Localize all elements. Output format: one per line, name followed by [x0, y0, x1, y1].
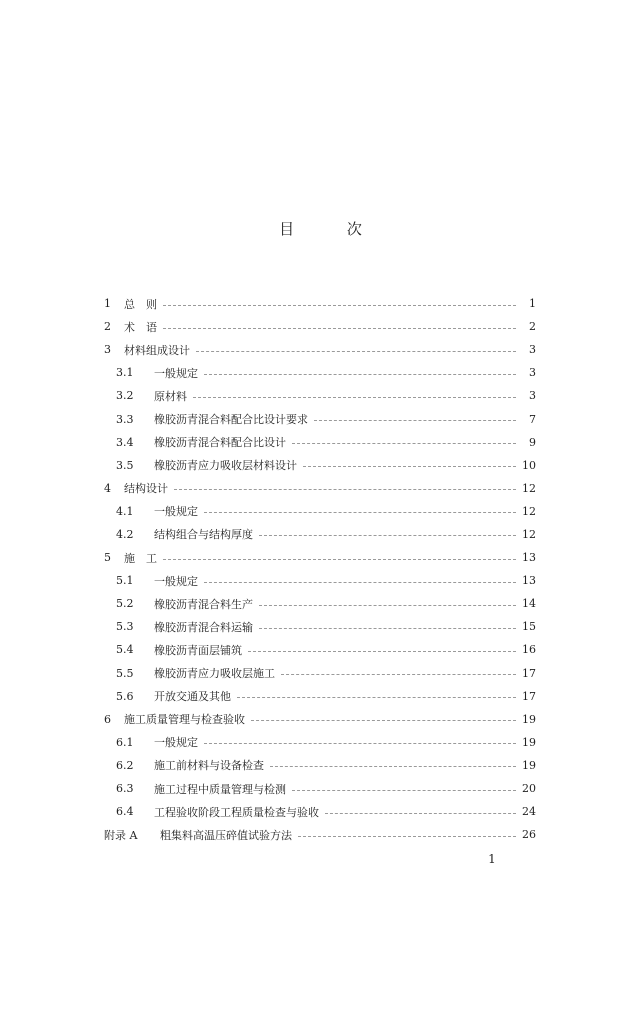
toc-leader-dots: [259, 534, 516, 536]
toc-leader-dots: [204, 581, 516, 583]
toc-entry-label: 结构设计: [124, 482, 168, 496]
toc-entry-page: 26: [522, 828, 536, 842]
toc-entry: [104, 407, 536, 430]
toc-entry: [104, 384, 536, 407]
toc-entry: [104, 800, 536, 823]
toc-leader-dots: [259, 604, 516, 606]
toc-entry-label: 一般规定: [154, 505, 198, 519]
toc-entry-number: 5.4: [116, 643, 134, 657]
toc-entry-number: 5.6: [116, 689, 134, 703]
toc-entry-number: 2: [104, 320, 111, 334]
toc-leader-dots: [204, 742, 516, 744]
toc-entry-number: 1: [104, 297, 111, 311]
toc-entry: [104, 823, 536, 846]
toc-leader-dots: [298, 835, 516, 837]
toc-entry-label: 术 语: [124, 320, 157, 334]
toc-leader-dots: [314, 419, 516, 421]
toc-entry: [104, 500, 536, 523]
toc-entry: [104, 315, 536, 338]
toc-entry: [104, 615, 536, 638]
toc-entry-number: 3.3: [116, 412, 134, 426]
toc-entry-label: 结构组合与结构厚度: [154, 528, 253, 542]
toc-leader-dots: [193, 396, 516, 398]
toc-entry: [104, 685, 536, 708]
toc-entry-page: 3: [529, 389, 536, 403]
toc-entry: [104, 477, 536, 500]
table-of-contents: [104, 292, 536, 846]
toc-entry-label: 橡胶沥青混合料配合比设计要求: [154, 413, 308, 427]
toc-entry-page: 3: [529, 343, 536, 357]
toc-entry-page: 14: [522, 597, 536, 611]
toc-entry-number: 6.2: [116, 758, 134, 772]
toc-entry-page: 13: [522, 574, 536, 588]
toc-entry-page: 10: [522, 458, 536, 472]
toc-entry-label: 施工前材料与设备检查: [154, 759, 264, 773]
toc-entry-number: 4.1: [116, 504, 134, 518]
toc-entry: [104, 431, 536, 454]
toc-entry-page: 15: [522, 620, 536, 634]
toc-entry-label: 材料组成设计: [124, 343, 190, 357]
toc-entry-number: 3: [104, 343, 111, 357]
toc-entry-label: 橡胶沥青应力吸收层施工: [154, 667, 275, 681]
toc-entry-number: 6: [104, 712, 111, 726]
toc-entry-number: 6.4: [116, 805, 134, 819]
toc-entry: [104, 523, 536, 546]
toc-entry-number: 5.1: [116, 574, 134, 588]
toc-entry-page: 17: [522, 689, 536, 703]
toc-leader-dots: [270, 765, 516, 767]
toc-entry: [104, 546, 536, 569]
toc-entry-page: 19: [522, 735, 536, 749]
toc-entry-label: 一般规定: [154, 736, 198, 750]
toc-entry-number: 5.3: [116, 620, 134, 634]
toc-entry-page: 17: [522, 666, 536, 680]
toc-entry: [104, 777, 536, 800]
toc-entry-page: 1: [529, 297, 536, 311]
toc-entry-label: 工程验收阶段工程质量检查与验收: [154, 805, 319, 819]
toc-entry-number: 5: [104, 551, 111, 565]
toc-leader-dots: [163, 558, 516, 560]
toc-entry: [104, 662, 536, 685]
toc-entry: [104, 454, 536, 477]
toc-leader-dots: [292, 789, 516, 791]
toc-leader-dots: [174, 488, 516, 490]
toc-leader-dots: [163, 327, 516, 329]
toc-entry-page: 12: [522, 527, 536, 541]
toc-entry-page: 3: [529, 366, 536, 380]
toc-entry-number: 3.1: [116, 366, 134, 380]
toc-title: 目 次: [279, 220, 386, 238]
toc-leader-dots: [204, 511, 516, 513]
toc-entry-number: 5.2: [116, 597, 134, 611]
toc-entry-page: 12: [522, 481, 536, 495]
toc-entry-page: 19: [522, 758, 536, 772]
toc-entry-number: 3.5: [116, 458, 134, 472]
toc-entry-label: 施 工: [124, 551, 157, 565]
toc-entry: [104, 292, 536, 315]
toc-entry: [104, 754, 536, 777]
toc-leader-dots: [248, 650, 516, 652]
toc-entry-label: 一般规定: [154, 366, 198, 380]
toc-leader-dots: [251, 719, 516, 721]
toc-leader-dots: [196, 350, 516, 352]
toc-entry: [104, 592, 536, 615]
toc-entry-page: 24: [522, 805, 536, 819]
toc-entry-label: 施工质量管理与检查验收: [124, 713, 245, 727]
toc-entry-number: 附录 A: [104, 828, 138, 842]
toc-entry-label: 粗集料高温压碎值试验方法: [160, 828, 292, 842]
page-number: 1: [488, 852, 496, 866]
toc-entry: [104, 361, 536, 384]
toc-entry-number: 6.3: [116, 782, 134, 796]
toc-entry: [104, 638, 536, 661]
toc-entry-number: 4.2: [116, 527, 134, 541]
toc-leader-dots: [237, 696, 516, 698]
toc-entry-page: 13: [522, 551, 536, 565]
toc-entry-page: 12: [522, 504, 536, 518]
toc-entry-label: 一般规定: [154, 574, 198, 588]
toc-entry: [104, 569, 536, 592]
toc-entry-label: 原材料: [154, 389, 187, 403]
toc-entry-label: 橡胶沥青混合料配合比设计: [154, 436, 286, 450]
toc-leader-dots: [204, 373, 516, 375]
toc-entry-page: 19: [522, 712, 536, 726]
toc-entry-number: 5.5: [116, 666, 134, 680]
toc-entry-number: 3.4: [116, 435, 134, 449]
toc-entry: [104, 338, 536, 361]
toc-entry: [104, 731, 536, 754]
toc-entry-label: 总 则: [124, 297, 157, 311]
toc-entry-label: 开放交通及其他: [154, 690, 231, 704]
toc-entry-label: 橡胶沥青混合料生产: [154, 597, 253, 611]
toc-entry: [104, 708, 536, 731]
toc-entry-page: 20: [522, 782, 536, 796]
toc-leader-dots: [292, 442, 516, 444]
toc-entry-label: 施工过程中质量管理与检测: [154, 782, 286, 796]
toc-entry-number: 3.2: [116, 389, 134, 403]
toc-leader-dots: [325, 812, 516, 814]
toc-leader-dots: [303, 465, 516, 467]
toc-entry-page: 7: [529, 412, 536, 426]
toc-entry-page: 9: [529, 435, 536, 449]
toc-entry-label: 橡胶沥青混合料运输: [154, 620, 253, 634]
toc-entry-label: 橡胶沥青面层铺筑: [154, 643, 242, 657]
toc-entry-page: 16: [522, 643, 536, 657]
toc-leader-dots: [163, 304, 516, 306]
toc-leader-dots: [281, 673, 516, 675]
toc-entry-page: 2: [529, 320, 536, 334]
toc-leader-dots: [259, 627, 516, 629]
toc-entry-number: 6.1: [116, 735, 134, 749]
toc-entry-label: 橡胶沥青应力吸收层材料设计: [154, 459, 297, 473]
toc-entry-number: 4: [104, 481, 111, 495]
